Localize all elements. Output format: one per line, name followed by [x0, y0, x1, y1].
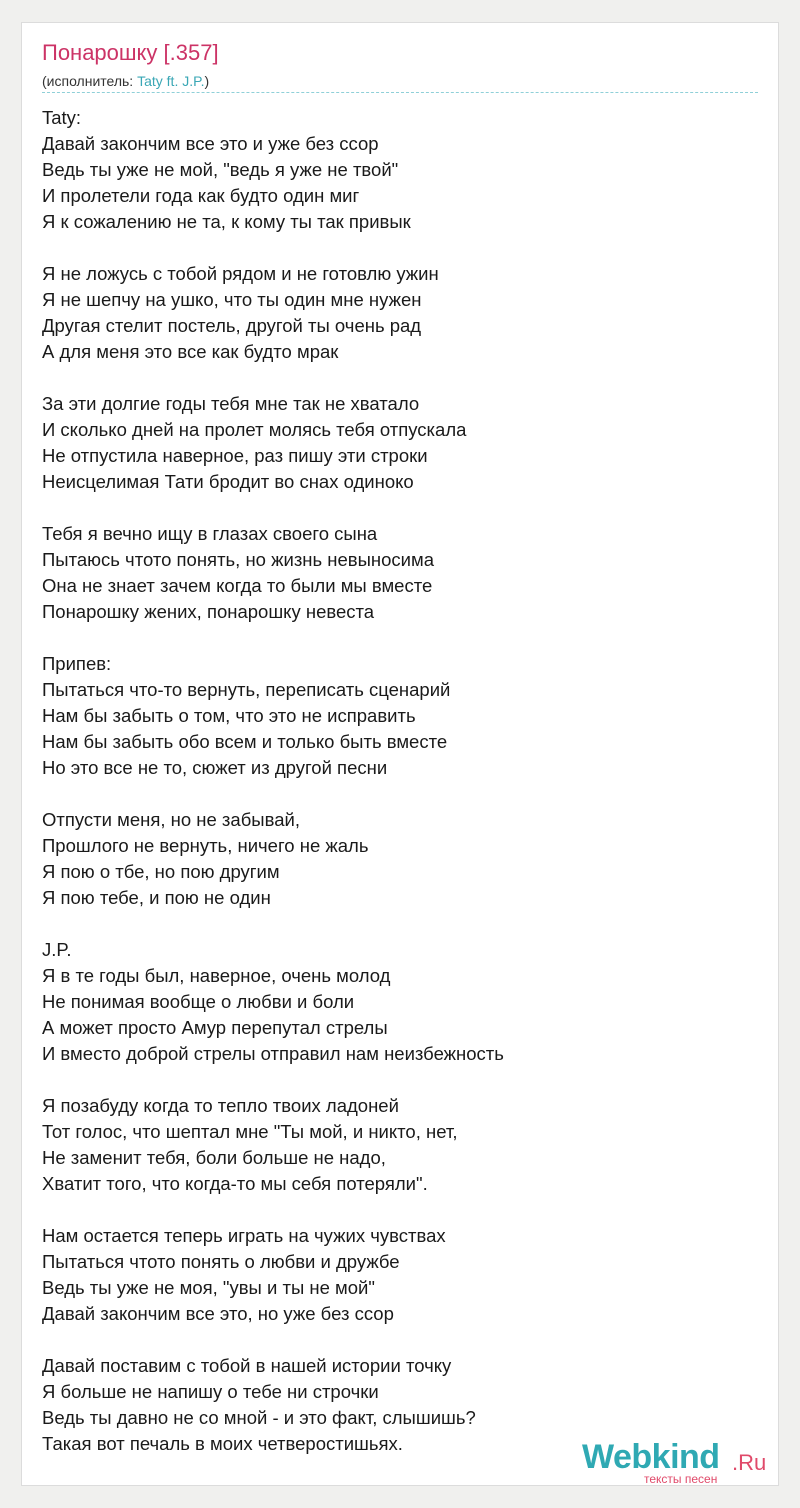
lyric-line: Тот голос, что шептал мне "Ты мой, и никто, нет, — [42, 1121, 458, 1142]
lyrics-stanza — [42, 1093, 758, 1197]
lyric-line: Taty: — [42, 107, 82, 128]
lyric-line: Я не ложусь с тобой рядом и не готовлю ужин — [42, 263, 439, 284]
lyric-line: Я не шепчу на ушко, что ты один мне нужен — [42, 289, 422, 310]
performer-close: ) — [204, 73, 210, 89]
performer-label: (исполнитель: — [42, 73, 138, 89]
lyric-line: Я пою о тбе, но пою другим — [42, 861, 280, 882]
lyric-line: Ведь ты давно не со мной - и это факт, слышишь? — [42, 1407, 476, 1428]
lyric-line: Ведь ты уже не моя, "увы и ты не мой" — [42, 1277, 375, 1298]
lyric-line: Пытаться чтото понять о любви и дружбе — [42, 1251, 400, 1272]
dashed-divider — [42, 92, 758, 93]
logo-tld: .Ru — [732, 1450, 767, 1475]
lyric-line: Нам остается теперь играть на чужих чувствах — [42, 1225, 446, 1246]
lyric-line: Прошлого не вернуть, ничего не жаль — [42, 835, 369, 856]
lyric-line: За эти долгие годы тебя мне так не хватало — [42, 393, 420, 414]
lyric-line: Нам бы забыть о том, что это не исправить — [42, 705, 416, 726]
lyric-line: Не понимая вообще о любви и боли — [42, 991, 355, 1012]
lyric-line: Такая вот печаль в моих четверостишьях. — [42, 1433, 403, 1454]
lyrics-stanza — [42, 261, 758, 365]
lyrics-body — [42, 105, 758, 1457]
lyric-line: Не заменит тебя, боли больше не надо, — [42, 1147, 386, 1168]
lyric-line: Понарошку жених, понарошку невеста — [42, 601, 375, 622]
lyric-line: Она не знает зачем когда то были мы вместе — [42, 575, 433, 596]
lyric-line: Не отпустила наверное, раз пишу эти строки — [42, 445, 428, 466]
lyric-line: Пытаюсь чтото понять, но жизнь невыносима — [42, 549, 435, 570]
song-title: Понарошку [.357] — [42, 40, 219, 65]
lyrics-stanza — [42, 937, 758, 1067]
lyrics-stanza — [42, 391, 758, 495]
lyric-line: А для меня это все как будто мрак — [42, 341, 339, 362]
lyrics-stanza — [42, 807, 758, 911]
lyric-line: Я к сожалению не та, к кому ты так привык — [42, 211, 411, 232]
lyric-line: И пролетели года как будто один миг — [42, 185, 360, 206]
lyric-line: Я в те годы был, наверное, очень молод — [42, 965, 391, 986]
logo-name: Webkind — [582, 1438, 720, 1476]
webkind-logo — [582, 1438, 782, 1490]
lyrics-stanza — [42, 651, 758, 781]
lyric-line: А может просто Амур перепутал стрелы — [42, 1017, 388, 1038]
artist-link[interactable]: Taty ft. J.P. — [137, 73, 205, 89]
lyric-line: Ведь ты уже не мой, "ведь я уже не твой" — [42, 159, 399, 180]
lyric-line: И вместо доброй стрелы отправил нам неизбежность — [42, 1043, 504, 1064]
performer-info — [42, 73, 209, 89]
lyric-line: Нам бы забыть обо всем и только быть вместе — [42, 731, 448, 752]
lyrics-stanza — [42, 1223, 758, 1327]
lyric-line: Давай закончим все это, но уже без ссор — [42, 1303, 394, 1324]
lyric-line: Хватит того, что когда-то мы себя потеряли". — [42, 1173, 428, 1194]
logo-tagline: тексты песен — [644, 1472, 718, 1486]
lyric-line: Но это все не то, сюжет из другой песни — [42, 757, 388, 778]
lyric-line: Давай поставим с тобой в нашей истории точку — [42, 1355, 452, 1376]
lyric-line: Отпусти меня, но не забывай, — [42, 809, 300, 830]
lyric-line: Пытаться что-то вернуть, переписать сценарий — [42, 679, 451, 700]
lyric-line: Я больше не напишу о тебе ни строчки — [42, 1381, 379, 1402]
lyric-line: Давай закончим все это и уже без ссор — [42, 133, 379, 154]
lyric-line: J.P. — [42, 939, 72, 960]
lyric-line: Я пою тебе, и пою не один — [42, 887, 271, 908]
lyric-line: Припев: — [42, 653, 112, 674]
lyric-line: Я позабуду когда то тепло твоих ладоней — [42, 1095, 399, 1116]
lyric-line: Тебя я вечно ищу в глазах своего сына — [42, 523, 378, 544]
lyrics-stanza — [42, 105, 758, 235]
lyric-line: Неисцелимая Тати бродит во снах одиноко — [42, 471, 414, 492]
lyric-line: Другая стелит постель, другой ты очень рад — [42, 315, 422, 336]
lyric-line: И сколько дней на пролет молясь тебя отпускала — [42, 419, 467, 440]
lyrics-stanza — [42, 521, 758, 625]
